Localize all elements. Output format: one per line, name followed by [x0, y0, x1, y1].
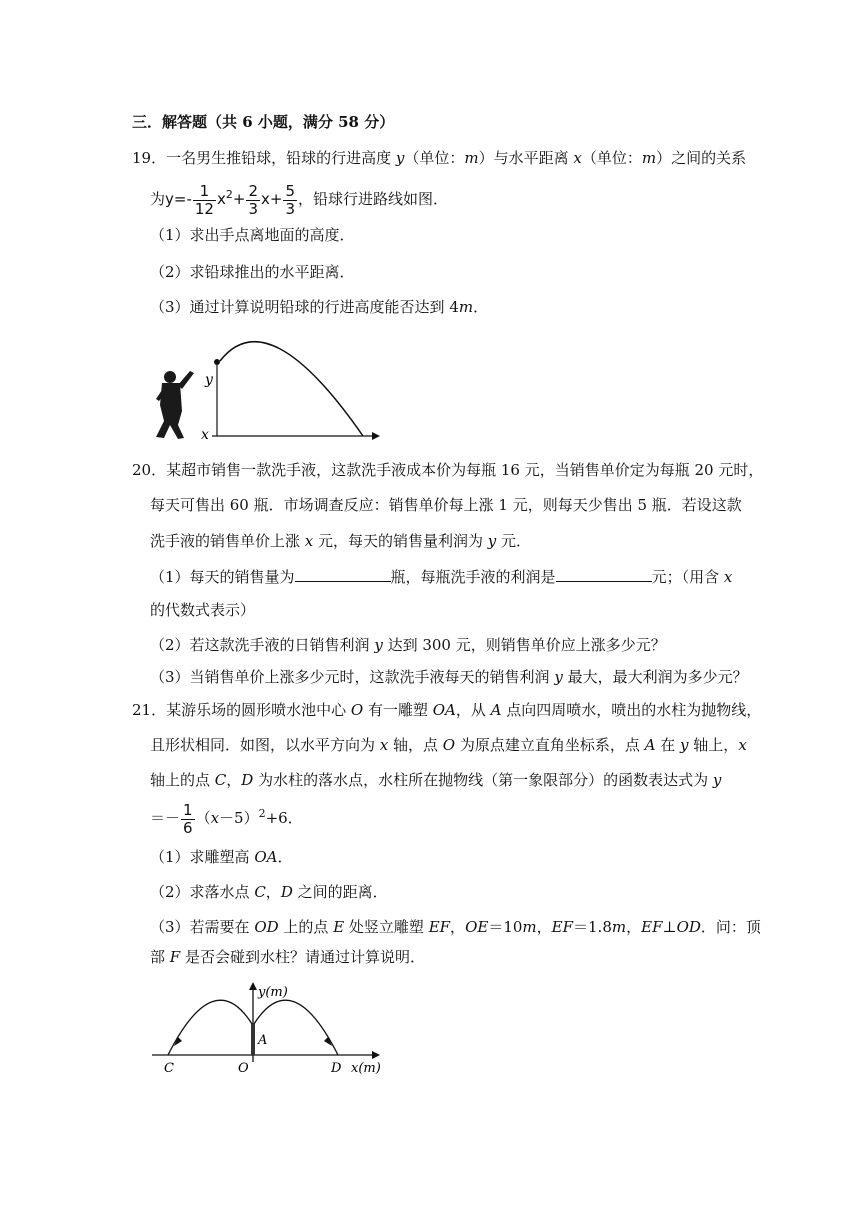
q21-p2-c: 之间的距离． — [292, 883, 388, 901]
q21-p3l2-b: 是否会碰到水柱？请通过计算说明． — [180, 948, 425, 966]
fig21-x-arrow — [372, 1051, 380, 1059]
section-heading: 三．解答题（共 6 小题，满分 58 分） — [132, 113, 395, 131]
q21-l3-c: 为水柱的落水点，水柱所在抛物线（第一象限部分）的函数表达式为 — [253, 771, 713, 789]
q19-frac3-den: 3 — [285, 199, 295, 218]
q21-l4-sup: 2 — [258, 807, 266, 820]
q19-unit-m1: m — [464, 149, 479, 167]
q21-l2-y: y — [680, 736, 689, 754]
q19-frac-5-3 — [283, 183, 297, 218]
q19-text-c: ）与水平距离 — [478, 149, 574, 167]
q21-p3-g: ＝1.8 — [573, 918, 612, 936]
q21-p3-OD2: OD — [676, 918, 701, 936]
q21-line2 — [150, 735, 747, 755]
q21-line1 — [132, 700, 761, 720]
q21-p3l2-a: 部 — [150, 948, 170, 966]
q20-part2-y: y — [374, 636, 383, 654]
fig21-label-C: C — [164, 1061, 174, 1076]
q19-formula-prefix: 为 — [150, 190, 166, 208]
q21-p3-EF2: EF — [551, 918, 574, 936]
fig21-label-y: y(m) — [258, 985, 288, 1000]
q20-part2-b: 达到 300 元，则销售单价应上涨多少元？ — [382, 636, 666, 654]
q21-line3 — [150, 770, 721, 790]
q21-l3-C: C — [214, 771, 227, 789]
q20-line3 — [150, 531, 531, 551]
q19-x-linear: x — [260, 190, 270, 208]
q21-l4-b: －5） — [219, 809, 259, 827]
q21-p1-b: ． — [277, 848, 293, 866]
q19-text-d: （单位： — [581, 149, 642, 167]
q20-part3-b: 最大，最大利润为多少元？ — [562, 668, 748, 686]
q21-p3-m2: m — [611, 918, 627, 936]
q21-l2-d: 在 — [655, 736, 681, 754]
q19-stem-line1 — [132, 148, 746, 168]
q19-frac-1-12 — [193, 183, 216, 218]
q19-stem-tail: ，铅球行进路线如图． — [298, 190, 449, 208]
q21-line4 — [150, 796, 303, 837]
ground-axis-arrow — [372, 432, 380, 440]
q21-p3-F: F — [169, 948, 181, 966]
q21-p3-f: ， — [536, 918, 552, 936]
q21-p3-E: E — [333, 918, 345, 936]
q19-part3-b: ． — [473, 298, 489, 316]
q21-p3-i: ⊥ — [662, 918, 677, 936]
q21-l1-O: O — [350, 701, 364, 719]
q19-plus1: + — [232, 190, 246, 208]
q21-p3-OD: OD — [254, 918, 279, 936]
q21-p3-EF3: EF — [641, 918, 663, 936]
q21-part1 — [150, 847, 292, 867]
q21-p3-OE: OE — [465, 918, 489, 936]
fig21-label-A: A — [258, 1033, 268, 1048]
fig21-label-D: D — [331, 1061, 342, 1076]
q19-part3-a: （3）通过计算说明铅球的行进高度能否达到 4 — [150, 298, 459, 316]
q21-part3 — [150, 917, 761, 937]
q19-frac1-den: 12 — [194, 199, 214, 218]
q19-frac-2-3 — [246, 183, 260, 218]
q19-number: 19． — [132, 149, 167, 167]
q21-p3-a: （3）若需要在 — [150, 918, 255, 936]
q21-l1-b: 有一雕塑 — [363, 701, 433, 719]
q21-l2: 且形状相同．如图，以水平方向为 — [150, 736, 380, 754]
q20-line3-y: y — [487, 532, 497, 550]
q21-p3-b: 上的点 — [278, 918, 334, 936]
q21-l2-x: x — [379, 736, 389, 754]
q20-part1-a: （1）每天的销售量为 — [150, 568, 295, 586]
q19-plus2: + — [269, 190, 283, 208]
q21-p3-h: ， — [626, 918, 642, 936]
q21-part3-line2 — [150, 947, 425, 967]
fig21-left-parabola — [168, 1000, 252, 1055]
q21-p3-j: ．问：顶 — [700, 918, 761, 936]
q20-part3-y: y — [554, 668, 563, 686]
q21-p1-OA: OA — [254, 848, 278, 866]
q19-frac1-num: 1 — [193, 183, 216, 201]
q20-part1 — [150, 567, 732, 587]
q21-p3-EF: EF — [428, 918, 451, 936]
q21-l1-A: A — [490, 701, 502, 719]
q21-p2-a: （2）求落水点 — [150, 883, 255, 901]
q19-var-y: y — [395, 149, 405, 167]
q19-formula-y: y=- — [165, 190, 192, 208]
q19-var-x: x — [573, 149, 582, 167]
q21-l1-OA: OA — [432, 701, 456, 719]
q19-exp-2: 2 — [225, 188, 233, 201]
q21-frac-den: 6 — [183, 818, 193, 837]
q21-frac-num: 1 — [183, 800, 193, 819]
q20-line3-c: 元． — [496, 532, 532, 550]
q21-p2-D: D — [280, 883, 293, 901]
q20-blank-profit[interactable] — [556, 567, 652, 582]
q20-part1-x: x — [723, 568, 733, 586]
q21-l2-c: 为原点建立直角坐标系，点 — [455, 736, 645, 754]
q21-l2-x2: x — [738, 736, 747, 754]
q21-l2-e: 轴上， — [688, 736, 739, 754]
q21-l3-b: ， — [226, 771, 242, 789]
q20-line3-b: 元，每天的销售量利润为 — [313, 532, 488, 550]
q21-l3-y: y — [712, 771, 722, 789]
fig21-label-x: x(m) — [351, 1061, 381, 1076]
q19-text-e: ）之间的关系 — [656, 149, 747, 167]
q21-l3-a: 轴上的点 — [150, 771, 215, 789]
fig19-label-y: y — [205, 372, 213, 388]
q19-text-b: （单位： — [404, 149, 465, 167]
q21-l2-A: A — [644, 736, 656, 754]
shot-putter-silhouette — [156, 371, 194, 439]
q21-part2 — [150, 882, 388, 902]
q19-part1: （1）求出手点离地面的高度． — [150, 226, 355, 244]
q21-l4-eq: ＝－ — [150, 809, 181, 827]
q21-l1-d: 点向四周喷水，喷出的水柱为抛物线， — [501, 701, 762, 719]
q21-l1-c: ，从 — [455, 701, 491, 719]
q21-p3-m1: m — [522, 918, 537, 936]
q20-part3 — [150, 667, 748, 687]
trajectory-curve — [220, 342, 363, 436]
q21-l4-a: （ — [195, 809, 211, 827]
q19-x-squared: x — [216, 190, 226, 208]
q21-frac-1-6 — [181, 802, 195, 837]
fig21-label-O: O — [238, 1061, 249, 1076]
q21-p2-b: ， — [265, 883, 281, 901]
q19-unit-m2: m — [641, 149, 657, 167]
q19-formula-line — [150, 176, 448, 218]
fig19-label-x: x — [201, 427, 209, 443]
q20-part2-a: （2）若这款洗手液的日销售利润 — [150, 636, 375, 654]
q20-line3-x: x — [304, 532, 314, 550]
q21-l3-D: D — [241, 771, 254, 789]
q20-part3-a: （3）当销售单价上涨多少元时，这款洗手液每天的销售利润 — [150, 668, 555, 686]
q20-part2 — [150, 635, 666, 655]
q20-blank-sales[interactable] — [295, 567, 391, 582]
q21-l4-c: +6． — [265, 809, 303, 827]
q21-figure — [148, 982, 388, 1082]
q20-line2: 每天可售出 60 瓶．市场调查反应：销售单价每上涨 1 元，则每天少售出 5 瓶．若设这款 — [150, 496, 742, 514]
q19-text-a: 一名男生推铅球，铅球的行进高度 — [166, 149, 396, 167]
fig21-sculpture-OA — [251, 1024, 255, 1055]
q19-frac3-num: 5 — [285, 181, 295, 200]
q20-line1: 20．某超市销售一款洗手液，这款洗手液成本价为每瓶 16 元，当销售单价定为每瓶 20 元时， — [132, 461, 764, 479]
fig21-y-arrow — [249, 982, 257, 990]
q21-l4-x: x — [210, 809, 220, 827]
q19-part3-m: m — [458, 298, 474, 316]
q21-p3-e: ＝10 — [488, 918, 523, 936]
q20-part1-b: 瓶，每瓶洗手液的利润是 — [390, 568, 556, 586]
q21-l2-b: 轴，点 — [388, 736, 443, 754]
q19-part2: （2）求铅球推出的水平距离． — [150, 263, 355, 281]
q20-line3-a: 洗手液的销售单价上涨 — [150, 532, 305, 550]
q19-part3 — [150, 297, 488, 317]
q20-part1-line2: 的代数式表示） — [150, 601, 256, 619]
q21-l2-O: O — [442, 736, 456, 754]
q19-figure — [150, 325, 390, 445]
q21-p3-d: ， — [450, 918, 466, 936]
q21-p3-c: 处竖立雕塑 — [344, 918, 429, 936]
q20-part1-c: 元；（用含 — [651, 568, 724, 586]
q19-frac2-den: 3 — [248, 199, 258, 218]
q21-l1-a: 21．某游乐场的圆形喷水池中心 — [132, 701, 351, 719]
q21-p1-a: （1）求雕塑高 — [150, 848, 255, 866]
q19-frac2-num: 2 — [248, 181, 258, 200]
shot-ball — [214, 359, 220, 365]
q21-p2-C: C — [254, 883, 266, 901]
